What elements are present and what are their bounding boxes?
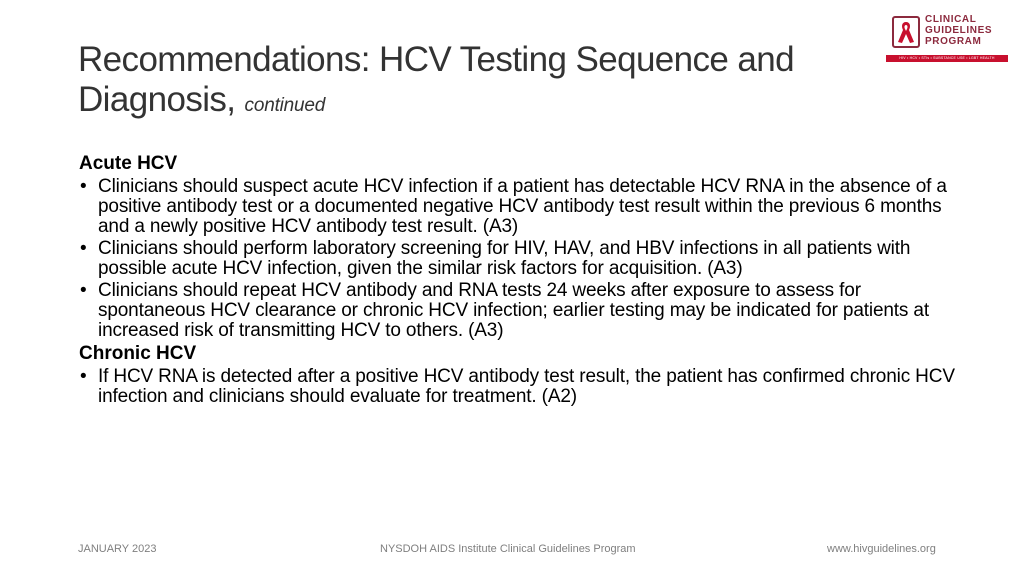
logo-tagline-bar: HIV • HCV • STIs • SUBSTANCE USE • LGBT HEALTH (886, 55, 1008, 62)
logo-wordmark (925, 14, 992, 47)
section-heading-acute: Acute HCV (79, 153, 178, 174)
chronic-bullet-list (79, 367, 959, 407)
title-text: Recommendations: HCV Testing Sequence and Diagnosis, (78, 40, 795, 119)
logo-frame (892, 16, 920, 48)
bullet-item (79, 367, 959, 407)
acute-bullet-list (79, 177, 959, 341)
bullet-item (79, 239, 959, 279)
logo-line-1: CLINICAL (925, 14, 977, 25)
bullet-text: Clinicians should perform laboratory screening for HIV, HAV, and HBV infections in all patients with possible acute HCV infection, given the similar risk factors for acquisition. (A3) (98, 238, 911, 279)
bullet-dot: • (80, 280, 87, 301)
logo-line-3: PROGRAM (925, 36, 982, 47)
bullet-text: If HCV RNA is detected after a positive HCV antibody test result, the patient has confirmed chronic HCV infection and clinicians should evaluate for treatment. (A2) (98, 366, 955, 407)
logo-line-2: GUIDELINES (925, 25, 993, 36)
footer-website-link[interactable]: www.hivguidelines.org (827, 543, 936, 555)
bullet-dot: • (80, 238, 87, 259)
bullet-text: Clinicians should suspect acute HCV infection if a patient has detectable HCV RNA in the absence of a positive antibody test or a documented negative HCV antibody test result within the previous 6 months and a newly positive HCV antibody test result. (A3) (98, 176, 947, 237)
slide-title (78, 40, 878, 126)
bullet-dot: • (80, 366, 87, 387)
footer-organization: NYSDOH AIDS Institute Clinical Guidelines Program (380, 543, 636, 555)
bullet-item (79, 177, 959, 237)
section-heading-chronic: Chronic HCV (79, 343, 197, 364)
footer-date: JANUARY 2023 (78, 543, 157, 555)
clinical-guidelines-logo (886, 14, 1010, 66)
slide-body (79, 153, 959, 409)
title-subtitle: continued (244, 95, 326, 116)
red-ribbon-icon (894, 18, 918, 46)
bullet-item (79, 281, 959, 341)
bullet-text: Clinicians should repeat HCV antibody and RNA tests 24 weeks after exposure to assess for spontaneous HCV clearance or chronic HCV infection; earlier testing may be indicated for patients at increased risk of transmitting HCV to others. (A3) (98, 280, 929, 341)
bullet-dot: • (80, 176, 87, 197)
